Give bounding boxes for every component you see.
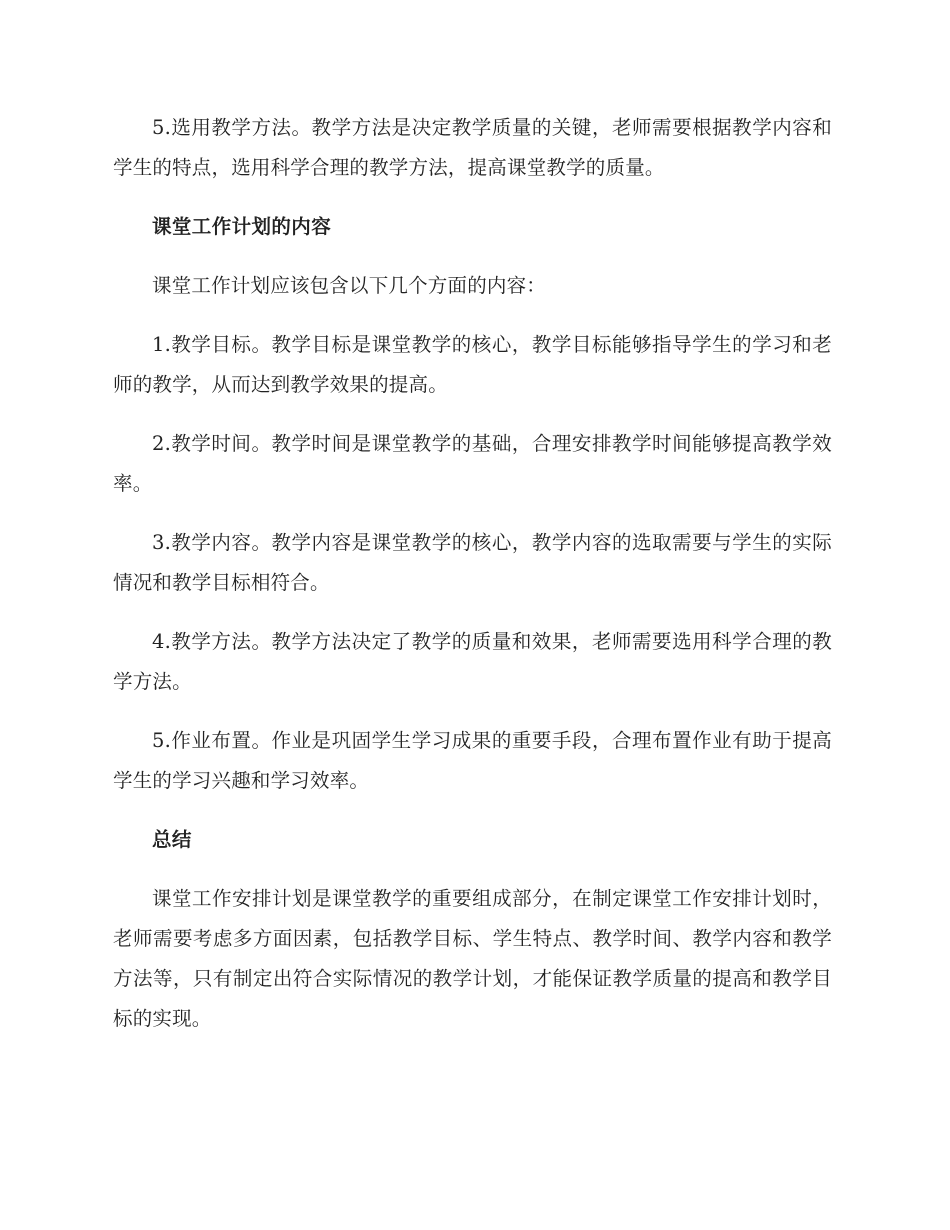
- paragraph-teaching-method: 5.选用教学方法。教学方法是决定教学质量的关键，老师需要根据教学内容和学生的特点，选用科学合理的教学方法，提高课堂教学的质量。: [113, 116, 832, 179]
- list-item-homework: 5.作业布置。作业是巩固学生学习成果的重要手段，合理布置作业有助于提高学生的学习兴趣和学习效率。: [113, 729, 832, 792]
- heading-plan-content: 课堂工作计划的内容: [152, 215, 332, 238]
- heading-summary: 总结: [152, 828, 192, 851]
- paragraph-summary: 课堂工作安排计划是课堂教学的重要组成部分，在制定课堂工作安排计划时，老师需要考虑多方面因素，包括教学目标、学生特点、教学时间、教学内容和教学方法等，只有制定出符合实际情况的教学计划，才能保证教学质量的提高和教学目标的实现。: [113, 887, 832, 1030]
- list-item-teaching-goal: 1.教学目标。教学目标是课堂教学的核心，教学目标能够指导学生的学习和老师的教学，从而达到教学效果的提高。: [113, 333, 832, 396]
- paragraph-intro: 课堂工作计划应该包含以下几个方面的内容：: [152, 274, 547, 297]
- list-item-teaching-time: 2.教学时间。教学时间是课堂教学的基础，合理安排教学时间能够提高教学效率。: [113, 432, 832, 495]
- list-item-teaching-content: 3.教学内容。教学内容是课堂教学的核心，教学内容的选取需要与学生的实际情况和教学目标相符合。: [113, 531, 832, 594]
- list-item-teaching-method: 4.教学方法。教学方法决定了教学的质量和效果，老师需要选用科学合理的教学方法。: [113, 630, 832, 693]
